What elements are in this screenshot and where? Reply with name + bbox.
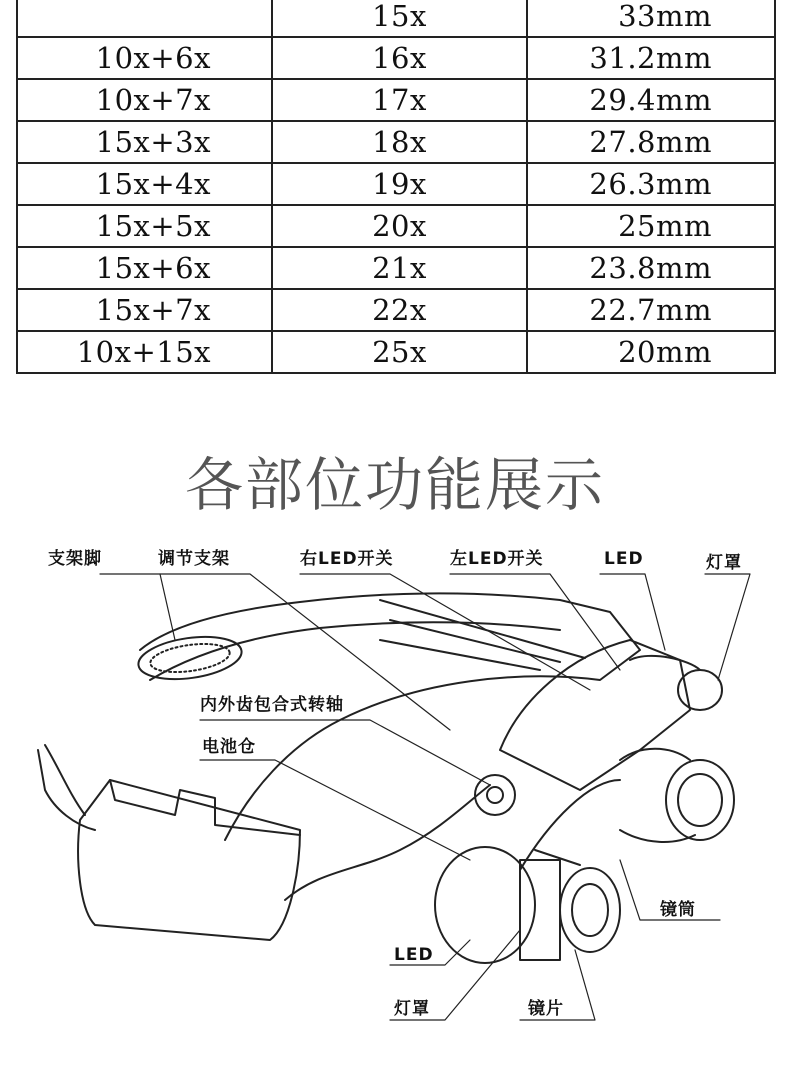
lower-lens	[560, 868, 620, 952]
working-distance-cell: 23.8mm	[527, 247, 775, 289]
upper-lens-barrel	[666, 760, 734, 840]
table-row	[17, 0, 775, 37]
table-row	[17, 331, 775, 373]
total-magnification-cell: 25x	[272, 331, 527, 373]
label-lamp-cover-bottom: 灯罩	[394, 999, 430, 1019]
lens-combination-cell: 10x+15x	[17, 331, 272, 373]
lens-combination-cell: 15x+5x	[17, 205, 272, 247]
lens-combination-cell: 15x+4x	[17, 163, 272, 205]
table-row	[17, 163, 775, 205]
section-heading: 各部位功能展示	[184, 451, 605, 519]
label-right-led-switch: 右LED开关	[300, 549, 394, 569]
working-distance-cell: 22.7mm	[527, 289, 775, 331]
label-battery: 电池仓	[202, 737, 256, 757]
label-led-bottom: LED	[394, 945, 434, 965]
table-row	[17, 247, 775, 289]
working-distance-cell: 29.4mm	[527, 79, 775, 121]
table-row	[17, 289, 775, 331]
total-magnification-cell: 16x	[272, 37, 527, 79]
total-magnification-cell: 21x	[272, 247, 527, 289]
lens-combination-cell: 10x+7x	[17, 79, 272, 121]
headband-magnifier-diagram	[0, 530, 790, 1075]
working-distance-cell: 26.3mm	[527, 163, 775, 205]
total-magnification-cell: 15x	[272, 0, 527, 37]
gear-shaft-pivot	[475, 775, 515, 815]
total-magnification-cell: 17x	[272, 79, 527, 121]
lens-combination-cell: 15x+3x	[17, 121, 272, 163]
table-row	[17, 205, 775, 247]
label-lens-barrel: 镜筒	[660, 900, 696, 920]
lens-combination-cell	[17, 0, 272, 37]
total-magnification-cell: 20x	[272, 205, 527, 247]
table-row	[17, 37, 775, 79]
magnification-table	[16, 0, 776, 374]
label-stand-leg: 支架脚	[48, 549, 102, 569]
battery-compartment-body	[78, 780, 300, 940]
lens-combination-cell: 10x+6x	[17, 37, 272, 79]
working-distance-cell: 20mm	[527, 331, 775, 373]
working-distance-cell: 27.8mm	[527, 121, 775, 163]
working-distance-cell: 25mm	[527, 205, 775, 247]
table-row	[17, 79, 775, 121]
working-distance-cell: 31.2mm	[527, 37, 775, 79]
label-lamp-cover-top: 灯罩	[706, 553, 742, 573]
total-magnification-cell: 18x	[272, 121, 527, 163]
label-left-led-switch: 左LED开关	[450, 549, 544, 569]
label-adjust-stand: 调节支架	[158, 549, 230, 569]
lens-combination-cell: 15x+6x	[17, 247, 272, 289]
top-led-lamp	[678, 670, 722, 710]
table-row	[17, 121, 775, 163]
total-magnification-cell: 22x	[272, 289, 527, 331]
label-gear-shaft: 内外齿包合式转轴	[200, 695, 344, 715]
label-lens-piece: 镜片	[528, 999, 564, 1019]
lens-combination-cell: 15x+7x	[17, 289, 272, 331]
total-magnification-cell: 19x	[272, 163, 527, 205]
working-distance-cell: 33mm	[527, 0, 775, 37]
label-led-top: LED	[604, 549, 644, 569]
